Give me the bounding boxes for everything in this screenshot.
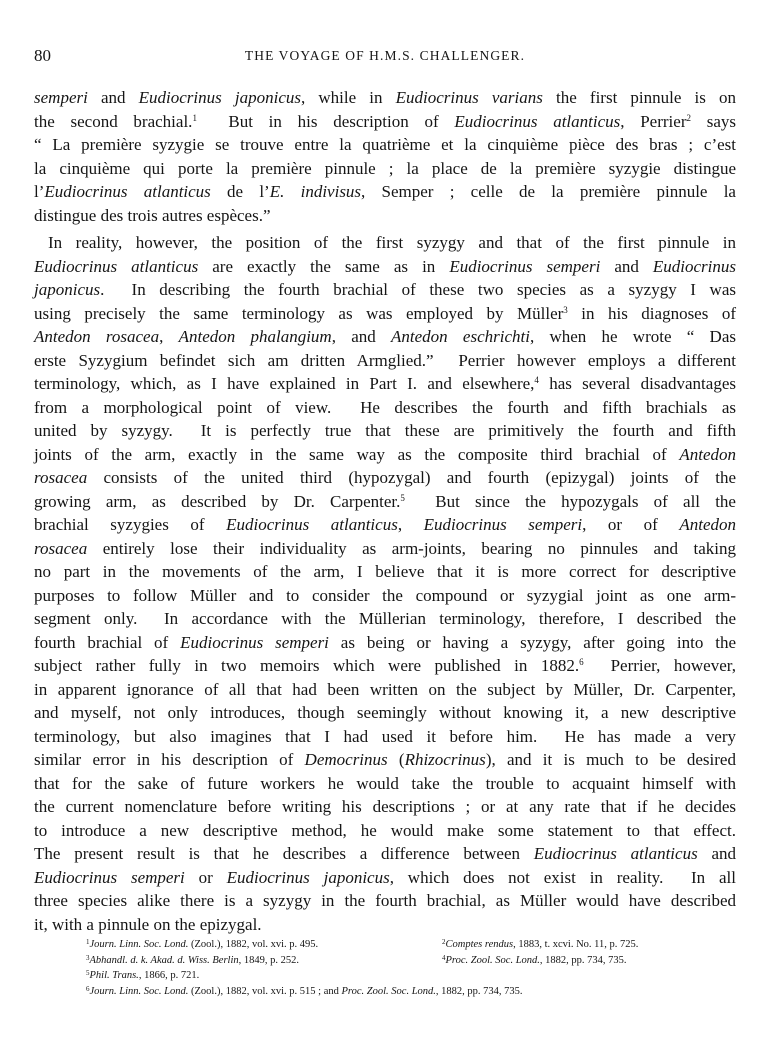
text-line: united by syzygy. It is perfectly true that these are primitively the fourth and fifth: [34, 421, 736, 440]
footnotes: [86, 935, 726, 997]
text-line: no part in the movements of the arm, I believe that it is more correct for descriptive: [34, 562, 736, 581]
text-line: rosacea consists of the united third (hypozygal) and fourth (epizygal) joints of the: [34, 468, 736, 487]
footnote-3: $^3$Abhandl. d. k. Akad. d. Wiss. Berlin, 1849, p. 252.: [86, 953, 300, 966]
footnote-5: $^5$Phil. Trans., 1866, p. 721.: [86, 969, 200, 981]
page-header: [34, 46, 736, 70]
text-line: erste Syzygium befindet sich am dritten Armglied.” Perrier however employs a different: [34, 350, 736, 370]
text-line: subject rather fully in two memoirs which were published in 1882.$^6$ Perrier, however,: [34, 656, 736, 675]
text-line: la cinquième qui porte la première pinnule ; la place de la première syzygie distingue: [34, 158, 736, 178]
text-line: Eudiocrinus atlanticus are exactly the same as in Eudiocrinus semperi and Eudiocrinus: [34, 256, 737, 276]
text-line: using precisely the same terminology as was employed by Müller$^3$ in his diagnoses of: [34, 303, 736, 323]
text-line: three species alike there is a syzygy in the fourth brachial, as Müller would have described: [34, 891, 736, 910]
text-line: and myself, not only introduces, though seemingly without knowing it, a new descriptive: [34, 703, 736, 722]
text-line: joints of the arm, exactly in the same way as the composite third brachial of Antedon: [34, 444, 736, 464]
text-line: that for the sake of future workers he would take the trouble to acquaint himself with: [34, 773, 736, 793]
text-line: it, with a pinnule on the epizygal.: [34, 914, 262, 934]
text-line: “ La première syzygie se trouve entre la quatrième et la cinquième pièce des bras ; c’est: [34, 135, 736, 154]
text-line: brachial syzygies of Eudiocrinus atlanticus, Eudiocrinus semperi, or of Antedon: [34, 515, 737, 534]
text-line: fourth brachial of Eudiocrinus semperi as being or having a syzygy, after going into the: [34, 632, 736, 652]
page-number: 80: [34, 46, 51, 65]
text-line: The present result is that he describes a difference between Eudiocrinus atlanticus and: [34, 844, 736, 863]
text-line: from a morphological point of view. He describes the fourth and fifth brachials as: [34, 397, 736, 417]
text-line: segment only. In accordance with the Müllerian terminology, therefore, I described the: [34, 609, 736, 628]
text-line: semperi and Eudiocrinus japonicus, while in Eudiocrinus varians the first pinnule is on: [34, 88, 737, 107]
text-line: the current nomenclature before writing his descriptions ; or at any rate that if he decides: [34, 797, 736, 816]
text-line: Eudiocrinus semperi or Eudiocrinus japonicus, which does not exist in reality. In all: [34, 867, 737, 887]
text-line: l’Eudiocrinus atlanticus de l’E. indivisus, Semper ; celle de la première pinnule la: [34, 182, 736, 201]
text-line: terminology, but also imagines that I had used it before him. He has made a very: [34, 726, 736, 746]
body-text: [34, 86, 736, 936]
text-line: rosacea entirely lose their individuality as arm-joints, bearing no pinnules and taking: [34, 538, 736, 558]
text-line: the second brachial.$^1$ But in his description of Eudiocrinus atlanticus, Perrier$^2$ says: [34, 111, 736, 131]
running-title: THE VOYAGE OF H.M.S. CHALLENGER.: [244, 48, 526, 63]
text-line: purposes to follow Müller and to consider the compound or syzygial joint as one arm-: [34, 585, 736, 605]
text-line: In reality, however, the position of the first syzygy and that of the first pinnule in: [48, 233, 736, 252]
text-line: Antedon rosacea, Antedon phalangium, and Antedon eschrichti, when he wrote “ Das: [34, 327, 736, 346]
footnote-2: $^2$Comptes rendus, 1883, t. xcvi. No. 11, p. 725.: [442, 938, 639, 950]
text-line: distingue des trois autres espèces.”: [34, 205, 271, 225]
text-line: terminology, which, as I have explained in Part I. and elsewhere,$^4$ has several disadvantages: [34, 374, 736, 393]
text-line: in apparent ignorance of all that had been written on the subject by Müller, Dr. Carpenter,: [34, 679, 736, 699]
text-line: to introduce a new descriptive method, he would make some statement to that effect.: [34, 820, 736, 840]
footnote-4: $^4$Proc. Zool. Soc. Lond., 1882, pp. 734, 735.: [442, 953, 627, 966]
text-line: japonicus. In describing the fourth brachial of these two species as a syzygy I was: [34, 280, 736, 299]
text-line: similar error in his description of Democrinus (Rhizocrinus), and it is much to be desired: [34, 750, 736, 769]
text-line: growing arm, as described by Dr. Carpenter.$^5$ But since the hypozygals of all the: [34, 491, 736, 511]
footnote-1: $^1$Journ. Linn. Soc. Lond. (Zool.), 1882, vol. xvi. p. 495.: [86, 938, 319, 950]
footnote-6: $^6$Journ. Linn. Soc. Lond. (Zool.), 1882, vol. xvi. p. 515 ; and Proc. Zool. Soc. Lond., 1882, pp. 734, 735.: [86, 984, 523, 997]
